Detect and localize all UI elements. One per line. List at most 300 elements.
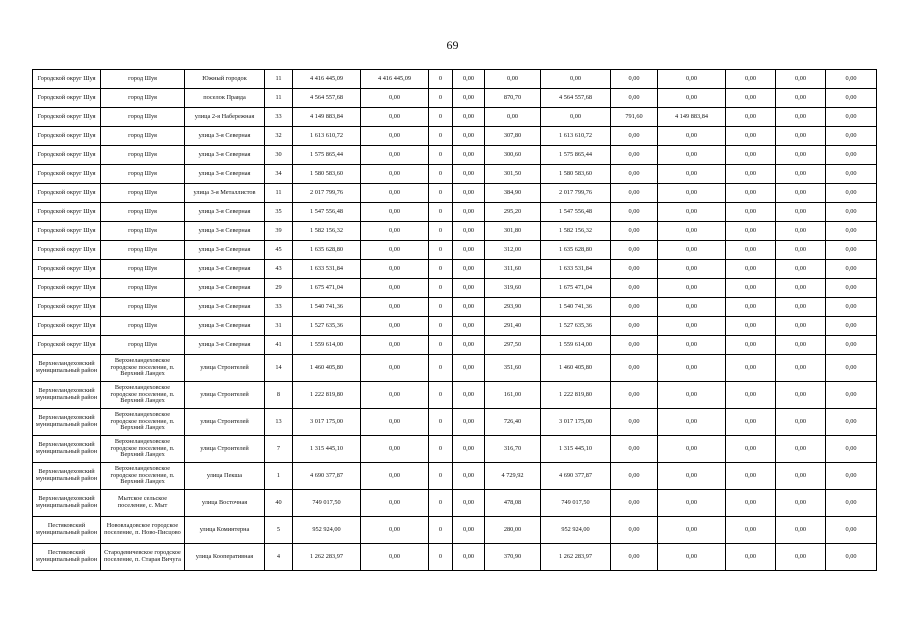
area-col-7-cell: 0,00: [611, 336, 658, 355]
house-number-cell: 11: [265, 184, 293, 203]
settlement-cell: город Шуя: [101, 298, 185, 317]
cost-col-9-cell: 0,00: [726, 544, 776, 571]
cost-col-11-cell: 0,00: [826, 298, 877, 317]
settlement-cell: город Шуя: [101, 336, 185, 355]
total-cost-cell: 3 017 175,00: [293, 409, 361, 436]
area-col-7-cell: 0,00: [611, 517, 658, 544]
cost-col-10-cell: 0,00: [776, 203, 826, 222]
count-col-3-cell: 0: [429, 184, 453, 203]
cost-col-4-cell: 0,00: [453, 260, 485, 279]
house-number-cell: 33: [265, 298, 293, 317]
house-number-cell: 11: [265, 70, 293, 89]
count-col-3-cell: 0: [429, 382, 453, 409]
house-number-cell: 11: [265, 89, 293, 108]
cost-col-6-cell: 1 547 556,48: [541, 203, 611, 222]
cost-col-4-cell: 0,00: [453, 463, 485, 490]
cost-col-6-cell: 0,00: [541, 108, 611, 127]
area-col-7-cell: 0,00: [611, 279, 658, 298]
settlement-cell: Верхнеландеховское городское поселение, п. Верхний Ландех: [101, 355, 185, 382]
cost-col-10-cell: 0,00: [776, 127, 826, 146]
cost-col-4-cell: 0,00: [453, 184, 485, 203]
table-row: [33, 89, 877, 108]
area-col-7-cell: 0,00: [611, 89, 658, 108]
settlement-cell: город Шуя: [101, 203, 185, 222]
cost-col-4-cell: 0,00: [453, 241, 485, 260]
total-cost-cell: 1 547 556,48: [293, 203, 361, 222]
municipality-cell: Городской округ Шуя: [33, 70, 101, 89]
count-col-3-cell: 0: [429, 222, 453, 241]
area-col-7-cell: 0,00: [611, 127, 658, 146]
area-cell: 295,20: [485, 203, 541, 222]
cost-col-11-cell: 0,00: [826, 336, 877, 355]
cost-col-6-cell: 749 017,50: [541, 490, 611, 517]
table-row: [33, 279, 877, 298]
area-col-7-cell: 0,00: [611, 146, 658, 165]
cost-col-8-cell: 0,00: [658, 89, 726, 108]
cost-col-2-cell: 0,00: [361, 146, 429, 165]
count-col-3-cell: 0: [429, 463, 453, 490]
count-col-3-cell: 0: [429, 317, 453, 336]
municipality-cell: Верхнеландеховский муниципальный район: [33, 382, 101, 409]
street-cell: улица 3-я Северная: [185, 222, 265, 241]
cost-col-4-cell: 0,00: [453, 108, 485, 127]
cost-col-10-cell: 0,00: [776, 165, 826, 184]
cost-col-2-cell: 0,00: [361, 184, 429, 203]
count-col-3-cell: 0: [429, 336, 453, 355]
total-cost-cell: 1 559 614,00: [293, 336, 361, 355]
count-col-3-cell: 0: [429, 490, 453, 517]
settlement-cell: город Шуя: [101, 127, 185, 146]
cost-col-8-cell: 0,00: [658, 336, 726, 355]
cost-col-8-cell: 0,00: [658, 241, 726, 260]
area-cell: 301,50: [485, 165, 541, 184]
cost-col-6-cell: 4 690 377,87: [541, 463, 611, 490]
house-number-cell: 14: [265, 355, 293, 382]
cost-col-9-cell: 0,00: [726, 463, 776, 490]
house-number-cell: 13: [265, 409, 293, 436]
municipality-cell: Пестяковский муниципальный район: [33, 544, 101, 571]
cost-col-2-cell: 0,00: [361, 436, 429, 463]
area-col-7-cell: 0,00: [611, 436, 658, 463]
table-row: [33, 298, 877, 317]
settlement-cell: город Шуя: [101, 222, 185, 241]
municipality-cell: Городской округ Шуя: [33, 146, 101, 165]
cost-col-11-cell: 0,00: [826, 463, 877, 490]
cost-col-4-cell: 0,00: [453, 127, 485, 146]
street-cell: улица Кооперативная: [185, 544, 265, 571]
count-col-3-cell: 0: [429, 108, 453, 127]
cost-col-9-cell: 0,00: [726, 279, 776, 298]
total-cost-cell: 1 582 156,32: [293, 222, 361, 241]
cost-col-10-cell: 0,00: [776, 241, 826, 260]
table-row: [33, 490, 877, 517]
area-col-7-cell: 0,00: [611, 463, 658, 490]
cost-col-2-cell: 0,00: [361, 108, 429, 127]
cost-col-6-cell: 1 262 283,97: [541, 544, 611, 571]
settlement-cell: Мытское сельское поселение, с. Мыт: [101, 490, 185, 517]
area-cell: 319,60: [485, 279, 541, 298]
cost-col-4-cell: 0,00: [453, 409, 485, 436]
cost-col-2-cell: 0,00: [361, 317, 429, 336]
cost-col-9-cell: 0,00: [726, 317, 776, 336]
house-number-cell: 41: [265, 336, 293, 355]
table-row: [33, 317, 877, 336]
cost-col-6-cell: 1 582 156,32: [541, 222, 611, 241]
area-cell: 370,90: [485, 544, 541, 571]
cost-col-11-cell: 0,00: [826, 317, 877, 336]
settlement-cell: город Шуя: [101, 260, 185, 279]
total-cost-cell: 1 222 819,80: [293, 382, 361, 409]
total-cost-cell: 1 460 405,80: [293, 355, 361, 382]
street-cell: улица 3-я Северная: [185, 127, 265, 146]
area-cell: 870,70: [485, 89, 541, 108]
area-col-7-cell: 0,00: [611, 544, 658, 571]
total-cost-cell: 1 633 531,84: [293, 260, 361, 279]
cost-col-8-cell: 4 149 883,84: [658, 108, 726, 127]
cost-col-8-cell: 0,00: [658, 544, 726, 571]
cost-col-6-cell: 952 924,00: [541, 517, 611, 544]
cost-col-10-cell: 0,00: [776, 382, 826, 409]
area-col-7-cell: 0,00: [611, 490, 658, 517]
table-row: [33, 336, 877, 355]
cost-col-11-cell: 0,00: [826, 355, 877, 382]
cost-col-4-cell: 0,00: [453, 317, 485, 336]
total-cost-cell: 2 017 799,76: [293, 184, 361, 203]
cost-col-2-cell: 0,00: [361, 279, 429, 298]
cost-col-11-cell: 0,00: [826, 241, 877, 260]
house-number-cell: 34: [265, 165, 293, 184]
settlement-cell: город Шуя: [101, 70, 185, 89]
table-row: [33, 355, 877, 382]
cost-col-11-cell: 0,00: [826, 544, 877, 571]
area-col-7-cell: 0,00: [611, 355, 658, 382]
cost-col-11-cell: 0,00: [826, 409, 877, 436]
area-col-7-cell: 0,00: [611, 241, 658, 260]
cost-col-2-cell: 0,00: [361, 336, 429, 355]
house-number-cell: 5: [265, 517, 293, 544]
cost-col-10-cell: 0,00: [776, 298, 826, 317]
cost-col-9-cell: 0,00: [726, 108, 776, 127]
cost-col-11-cell: 0,00: [826, 517, 877, 544]
cost-col-9-cell: 0,00: [726, 184, 776, 203]
total-cost-cell: 4 149 883,84: [293, 108, 361, 127]
cost-col-10-cell: 0,00: [776, 355, 826, 382]
table-row: [33, 146, 877, 165]
table-row: [33, 409, 877, 436]
housing-register-table: [32, 69, 877, 571]
street-cell: улица Строителей: [185, 355, 265, 382]
cost-col-9-cell: 0,00: [726, 490, 776, 517]
area-cell: 384,90: [485, 184, 541, 203]
count-col-3-cell: 0: [429, 355, 453, 382]
area-col-7-cell: 0,00: [611, 165, 658, 184]
count-col-3-cell: 0: [429, 260, 453, 279]
cost-col-2-cell: 0,00: [361, 490, 429, 517]
total-cost-cell: 4 564 557,68: [293, 89, 361, 108]
cost-col-2-cell: 0,00: [361, 355, 429, 382]
area-cell: 300,60: [485, 146, 541, 165]
street-cell: улица Строителей: [185, 382, 265, 409]
area-cell: 307,80: [485, 127, 541, 146]
cost-col-9-cell: 0,00: [726, 241, 776, 260]
cost-col-9-cell: 0,00: [726, 127, 776, 146]
cost-col-11-cell: 0,00: [826, 127, 877, 146]
cost-col-11-cell: 0,00: [826, 108, 877, 127]
settlement-cell: город Шуя: [101, 146, 185, 165]
cost-col-4-cell: 0,00: [453, 544, 485, 571]
count-col-3-cell: 0: [429, 409, 453, 436]
table-row: [33, 165, 877, 184]
cost-col-2-cell: 0,00: [361, 409, 429, 436]
cost-col-10-cell: 0,00: [776, 222, 826, 241]
cost-col-8-cell: 0,00: [658, 317, 726, 336]
municipality-cell: Городской округ Шуя: [33, 184, 101, 203]
municipality-cell: Городской округ Шуя: [33, 298, 101, 317]
cost-col-2-cell: 0,00: [361, 260, 429, 279]
cost-col-8-cell: 0,00: [658, 70, 726, 89]
cost-col-4-cell: 0,00: [453, 298, 485, 317]
cost-col-6-cell: 1 315 445,10: [541, 436, 611, 463]
count-col-3-cell: 0: [429, 165, 453, 184]
settlement-cell: Стародевичевское городское поселение, п. Старая Вичуга: [101, 544, 185, 571]
page-number: 69: [446, 38, 459, 52]
area-col-7-cell: 791,60: [611, 108, 658, 127]
table-row: [33, 127, 877, 146]
cost-col-11-cell: 0,00: [826, 203, 877, 222]
area-cell: 280,00: [485, 517, 541, 544]
cost-col-4-cell: 0,00: [453, 517, 485, 544]
count-col-3-cell: 0: [429, 544, 453, 571]
cost-col-11-cell: 0,00: [826, 89, 877, 108]
cost-col-8-cell: 0,00: [658, 127, 726, 146]
cost-col-4-cell: 0,00: [453, 146, 485, 165]
cost-col-8-cell: 0,00: [658, 222, 726, 241]
count-col-3-cell: 0: [429, 436, 453, 463]
cost-col-8-cell: 0,00: [658, 382, 726, 409]
cost-col-10-cell: 0,00: [776, 260, 826, 279]
settlement-cell: Верхнеландеховское городское поселение, п. Верхний Ландех: [101, 463, 185, 490]
settlement-cell: город Шуя: [101, 165, 185, 184]
cost-col-8-cell: 0,00: [658, 490, 726, 517]
count-col-3-cell: 0: [429, 127, 453, 146]
area-cell: 478,08: [485, 490, 541, 517]
total-cost-cell: 4 690 377,87: [293, 463, 361, 490]
house-number-cell: 8: [265, 382, 293, 409]
cost-col-4-cell: 0,00: [453, 89, 485, 108]
cost-col-4-cell: 0,00: [453, 436, 485, 463]
cost-col-8-cell: 0,00: [658, 279, 726, 298]
municipality-cell: Городской округ Шуя: [33, 89, 101, 108]
municipality-cell: Городской округ Шуя: [33, 317, 101, 336]
area-cell: 351,60: [485, 355, 541, 382]
cost-col-8-cell: 0,00: [658, 409, 726, 436]
cost-col-9-cell: 0,00: [726, 517, 776, 544]
street-cell: улица Пекша: [185, 463, 265, 490]
cost-col-4-cell: 0,00: [453, 336, 485, 355]
table-row: [33, 544, 877, 571]
house-number-cell: 45: [265, 241, 293, 260]
cost-col-6-cell: 1 633 531,84: [541, 260, 611, 279]
street-cell: улица 3-я Северная: [185, 317, 265, 336]
area-col-7-cell: 0,00: [611, 298, 658, 317]
house-number-cell: 32: [265, 127, 293, 146]
cost-col-11-cell: 0,00: [826, 260, 877, 279]
street-cell: улица 3-я Северная: [185, 279, 265, 298]
cost-col-6-cell: 1 635 628,80: [541, 241, 611, 260]
cost-col-9-cell: 0,00: [726, 409, 776, 436]
area-cell: 293,90: [485, 298, 541, 317]
cost-col-10-cell: 0,00: [776, 279, 826, 298]
house-number-cell: 29: [265, 279, 293, 298]
cost-col-8-cell: 0,00: [658, 436, 726, 463]
cost-col-11-cell: 0,00: [826, 279, 877, 298]
house-number-cell: 35: [265, 203, 293, 222]
area-col-7-cell: 0,00: [611, 203, 658, 222]
street-cell: Южный городок: [185, 70, 265, 89]
area-cell: 316,70: [485, 436, 541, 463]
area-cell: 291,40: [485, 317, 541, 336]
total-cost-cell: 1 613 610,72: [293, 127, 361, 146]
cost-col-10-cell: 0,00: [776, 317, 826, 336]
cost-col-11-cell: 0,00: [826, 222, 877, 241]
table-row: [33, 436, 877, 463]
cost-col-10-cell: 0,00: [776, 517, 826, 544]
cost-col-8-cell: 0,00: [658, 298, 726, 317]
municipality-cell: Верхнеландеховский муниципальный район: [33, 490, 101, 517]
cost-col-4-cell: 0,00: [453, 382, 485, 409]
street-cell: улица 3-я Северная: [185, 336, 265, 355]
street-cell: улица 3-я Северная: [185, 298, 265, 317]
count-col-3-cell: 0: [429, 203, 453, 222]
cost-col-6-cell: 1 527 635,36: [541, 317, 611, 336]
cost-col-6-cell: 2 017 799,76: [541, 184, 611, 203]
street-cell: поселок Правда: [185, 89, 265, 108]
total-cost-cell: 1 527 635,36: [293, 317, 361, 336]
area-col-7-cell: 0,00: [611, 409, 658, 436]
count-col-3-cell: 0: [429, 146, 453, 165]
table-row: [33, 222, 877, 241]
total-cost-cell: 1 635 628,80: [293, 241, 361, 260]
cost-col-11-cell: 0,00: [826, 382, 877, 409]
cost-col-2-cell: 0,00: [361, 203, 429, 222]
settlement-cell: город Шуя: [101, 279, 185, 298]
total-cost-cell: 1 315 445,10: [293, 436, 361, 463]
cost-col-2-cell: 0,00: [361, 298, 429, 317]
area-cell: 297,50: [485, 336, 541, 355]
area-cell: 0,00: [485, 108, 541, 127]
cost-col-4-cell: 0,00: [453, 279, 485, 298]
area-cell: 726,40: [485, 409, 541, 436]
cost-col-2-cell: 0,00: [361, 222, 429, 241]
street-cell: улица 3-я Северная: [185, 260, 265, 279]
area-cell: 301,80: [485, 222, 541, 241]
municipality-cell: Городской округ Шуя: [33, 336, 101, 355]
municipality-cell: Городской округ Шуя: [33, 260, 101, 279]
cost-col-4-cell: 0,00: [453, 203, 485, 222]
house-number-cell: 7: [265, 436, 293, 463]
cost-col-9-cell: 0,00: [726, 260, 776, 279]
street-cell: улица Строителей: [185, 409, 265, 436]
cost-col-10-cell: 0,00: [776, 544, 826, 571]
table-row: [33, 70, 877, 89]
cost-col-10-cell: 0,00: [776, 108, 826, 127]
municipality-cell: Верхнеландеховский муниципальный район: [33, 355, 101, 382]
area-col-7-cell: 0,00: [611, 222, 658, 241]
cost-col-9-cell: 0,00: [726, 146, 776, 165]
total-cost-cell: 749 017,50: [293, 490, 361, 517]
cost-col-9-cell: 0,00: [726, 203, 776, 222]
cost-col-2-cell: 0,00: [361, 463, 429, 490]
cost-col-6-cell: 1 575 865,44: [541, 146, 611, 165]
table-row: [33, 184, 877, 203]
cost-col-11-cell: 0,00: [826, 146, 877, 165]
area-cell: 312,00: [485, 241, 541, 260]
cost-col-10-cell: 0,00: [776, 336, 826, 355]
table-row: [33, 463, 877, 490]
cost-col-10-cell: 0,00: [776, 409, 826, 436]
area-col-7-cell: 0,00: [611, 70, 658, 89]
house-number-cell: 33: [265, 108, 293, 127]
municipality-cell: Городской округ Шуя: [33, 203, 101, 222]
cost-col-2-cell: 0,00: [361, 382, 429, 409]
cost-col-6-cell: 4 564 557,68: [541, 89, 611, 108]
cost-col-6-cell: 3 017 175,00: [541, 409, 611, 436]
cost-col-10-cell: 0,00: [776, 463, 826, 490]
settlement-cell: Нововладовское городское поселение, п. Ново-Писцово: [101, 517, 185, 544]
total-cost-cell: 1 262 283,97: [293, 544, 361, 571]
house-number-cell: 40: [265, 490, 293, 517]
count-col-3-cell: 0: [429, 279, 453, 298]
cost-col-2-cell: 0,00: [361, 517, 429, 544]
municipality-cell: Городской округ Шуя: [33, 279, 101, 298]
municipality-cell: Городской округ Шуя: [33, 241, 101, 260]
cost-col-9-cell: 0,00: [726, 355, 776, 382]
cost-col-6-cell: 1 460 405,80: [541, 355, 611, 382]
table-row: [33, 260, 877, 279]
street-cell: улица Коминтерна: [185, 517, 265, 544]
cost-col-10-cell: 0,00: [776, 490, 826, 517]
total-cost-cell: 952 924,00: [293, 517, 361, 544]
area-cell: 311,60: [485, 260, 541, 279]
settlement-cell: Верхнеландеховское городское поселение, п. Верхний Ландех: [101, 382, 185, 409]
street-cell: улица 3-я Северная: [185, 203, 265, 222]
cost-col-6-cell: 1 580 583,60: [541, 165, 611, 184]
table-row: [33, 108, 877, 127]
cost-col-10-cell: 0,00: [776, 70, 826, 89]
settlement-cell: город Шуя: [101, 184, 185, 203]
cost-col-8-cell: 0,00: [658, 165, 726, 184]
cost-col-11-cell: 0,00: [826, 436, 877, 463]
cost-col-11-cell: 0,00: [826, 184, 877, 203]
total-cost-cell: 1 575 865,44: [293, 146, 361, 165]
count-col-3-cell: 0: [429, 517, 453, 544]
cost-col-10-cell: 0,00: [776, 436, 826, 463]
cost-col-2-cell: 0,00: [361, 127, 429, 146]
total-cost-cell: 1 540 741,36: [293, 298, 361, 317]
municipality-cell: Пестяковский муниципальный район: [33, 517, 101, 544]
house-number-cell: 43: [265, 260, 293, 279]
cost-col-8-cell: 0,00: [658, 355, 726, 382]
cost-col-9-cell: 0,00: [726, 336, 776, 355]
house-number-cell: 4: [265, 544, 293, 571]
municipality-cell: Городской округ Шуя: [33, 165, 101, 184]
cost-col-10-cell: 0,00: [776, 89, 826, 108]
cost-col-6-cell: 1 675 471,04: [541, 279, 611, 298]
street-cell: улица 3-я Северная: [185, 165, 265, 184]
cost-col-9-cell: 0,00: [726, 89, 776, 108]
house-number-cell: 39: [265, 222, 293, 241]
table-row: [33, 203, 877, 222]
